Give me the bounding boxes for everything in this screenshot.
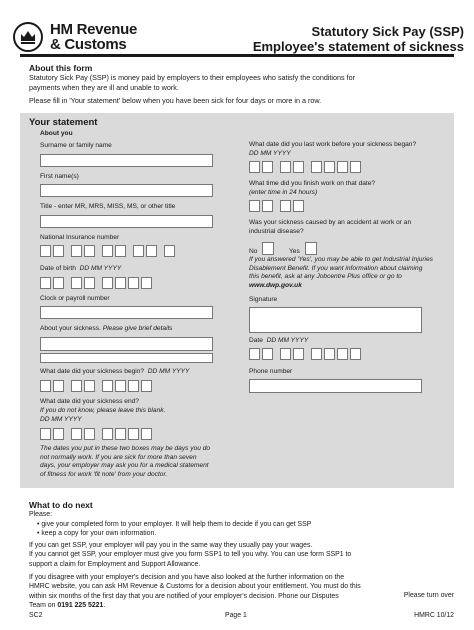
next-steps-list bbox=[29, 520, 469, 539]
injuries-note-line-2: Disablement Benefit. If you want information about claiming bbox=[249, 264, 423, 272]
next-heading: What to do next bbox=[29, 500, 93, 510]
ni-label: National Insurance number bbox=[40, 234, 120, 241]
finish-time-label: What time did you finish work on that date? bbox=[249, 180, 376, 187]
clock-label: Clock or payroll number bbox=[40, 295, 110, 302]
form-reference: HMRC 10/12 bbox=[414, 612, 454, 619]
phone-field[interactable] bbox=[249, 379, 422, 393]
footer-code: SC2 bbox=[29, 612, 43, 619]
ended-hint: If you do not know, please leave this blank. bbox=[40, 407, 166, 414]
surname-field[interactable] bbox=[40, 154, 213, 167]
form-title bbox=[253, 24, 464, 54]
dates-note bbox=[40, 445, 230, 479]
list-item: • keep a copy for your own information. bbox=[37, 529, 469, 539]
last-work-date-boxes[interactable] bbox=[249, 161, 361, 173]
disputes-phone: 0191 225 5221 bbox=[57, 602, 104, 610]
title-label: Title - enter MR, MRS, MISS, MS, or other title bbox=[40, 203, 176, 210]
about-line-2: payments when they are ill and unable to work. bbox=[29, 83, 179, 92]
please-text: Please: bbox=[29, 511, 52, 518]
injuries-benefit-note bbox=[249, 256, 454, 290]
logo-line-2: & Customs bbox=[50, 36, 127, 53]
dwp-link[interactable]: www.dwp.gov.uk bbox=[249, 281, 302, 289]
began-date-boxes[interactable] bbox=[40, 380, 152, 392]
crown-crest-icon bbox=[13, 22, 43, 52]
sickness-field-2[interactable] bbox=[40, 353, 213, 363]
ssp-para-line-2: If you cannot get SSP, your employer must give you form SSP1 to tell you why. You can use form SSP1 to bbox=[29, 551, 352, 559]
turn-over-text: Please turn over bbox=[403, 592, 454, 599]
first-names-label: First name(s) bbox=[40, 173, 79, 180]
signature-field[interactable] bbox=[249, 307, 422, 333]
about-line-1: Statutory Sick Pay (SSP) is money paid by employers to their employees who satisfy the conditions for bbox=[29, 73, 355, 82]
dates-note-line-4: of fitness for work 'fit note' from your doctor. bbox=[40, 470, 168, 478]
first-names-field[interactable] bbox=[40, 184, 213, 197]
sickness-label: About your sickness. Please give brief details bbox=[40, 325, 173, 332]
form-title-line-2: Employee's statement of sickness bbox=[252, 39, 464, 54]
clock-field[interactable] bbox=[40, 306, 213, 319]
about-heading: About this form bbox=[29, 63, 93, 73]
ssp-para-line-3: support a claim for Employment and Support Allowance. bbox=[29, 560, 201, 568]
logo-line-1: HM Revenue bbox=[50, 21, 138, 38]
statement-title: Your statement bbox=[29, 117, 98, 128]
about-text bbox=[29, 73, 459, 106]
header-divider bbox=[20, 54, 454, 57]
injuries-note-line-1: If you answered 'Yes', you may be able to get Industrial Injuries bbox=[249, 256, 433, 263]
dates-note-line-3: days, your employer may ask you for a medical statement bbox=[40, 462, 209, 469]
signature-label: Signature bbox=[249, 296, 278, 303]
hmrc-logo-text bbox=[50, 22, 137, 52]
list-item: • give your completed form to your employer. It will help them to decide if you can get SSP bbox=[37, 520, 469, 530]
injuries-note-line-3: this benefit, ask at any Jobcentre Plus office or go to bbox=[249, 273, 402, 280]
disagree-para-line-4: Team on 0191 225 5221. bbox=[29, 602, 106, 610]
ended-format: DD MM YYYY bbox=[40, 416, 82, 423]
disagree-para-line-2: HMRC website, you can ask HM Revenue & Customs for a decision about your entitlement. You must do this bbox=[29, 583, 361, 591]
disagree-para-line-3: within six months of the first day that you are notified of your employer's decision. Phone our Disputes bbox=[29, 592, 339, 600]
yes-checkbox[interactable] bbox=[305, 242, 317, 255]
last-work-format: DD MM YYYY bbox=[249, 150, 291, 157]
began-label: What date did your sickness begin? DD MM YYYY bbox=[40, 368, 190, 375]
ended-label: What date did your sickness end? bbox=[40, 398, 139, 405]
last-work-label: What date did you last work before your sickness began? bbox=[249, 141, 417, 148]
title-field[interactable] bbox=[40, 215, 213, 228]
dob-label: Date of birth DD MM YYYY bbox=[40, 265, 122, 272]
surname-label: Surname or family name bbox=[40, 142, 112, 149]
about-you-heading: About you bbox=[40, 130, 73, 137]
accident-label-line-2: industrial disease? bbox=[249, 227, 304, 235]
dates-note-line-2: not normally work. If you are sick for more than seven bbox=[40, 453, 197, 461]
disagree-para-line-1: If you disagree with your employer's decision and you have also looked at the further information on the bbox=[29, 573, 345, 581]
ssp-para-line-1: If you can get SSP, your employer will pay you in the same way they usually pay your wages. bbox=[29, 541, 313, 549]
dob-boxes[interactable] bbox=[40, 277, 152, 289]
finish-time-hint: (enter time in 24 hours) bbox=[249, 189, 318, 196]
no-checkbox[interactable] bbox=[262, 242, 274, 255]
phone-label: Phone number bbox=[249, 368, 293, 375]
page-number: Page 1 bbox=[225, 612, 247, 619]
sickness-field-1[interactable] bbox=[40, 337, 213, 351]
about-line-3: Please fill in 'Your statement' below when you have been sick for four days or more in a row. bbox=[29, 96, 322, 105]
dates-note-line-1: The dates you put in these two boxes may be days you do bbox=[40, 445, 211, 452]
accident-label bbox=[249, 219, 411, 236]
no-label: No bbox=[249, 248, 258, 255]
form-title-line-1: Statutory Sick Pay (SSP) bbox=[311, 24, 464, 39]
ended-date-boxes[interactable] bbox=[40, 428, 152, 440]
date-label: Date DD MM YYYY bbox=[249, 337, 309, 344]
yes-label: Yes bbox=[289, 248, 300, 255]
ni-number-boxes[interactable] bbox=[40, 245, 175, 257]
accident-label-line-1: Was your sickness caused by an accident at work or an bbox=[249, 219, 412, 226]
signature-date-boxes[interactable] bbox=[249, 348, 361, 360]
finish-time-boxes[interactable] bbox=[249, 200, 304, 212]
